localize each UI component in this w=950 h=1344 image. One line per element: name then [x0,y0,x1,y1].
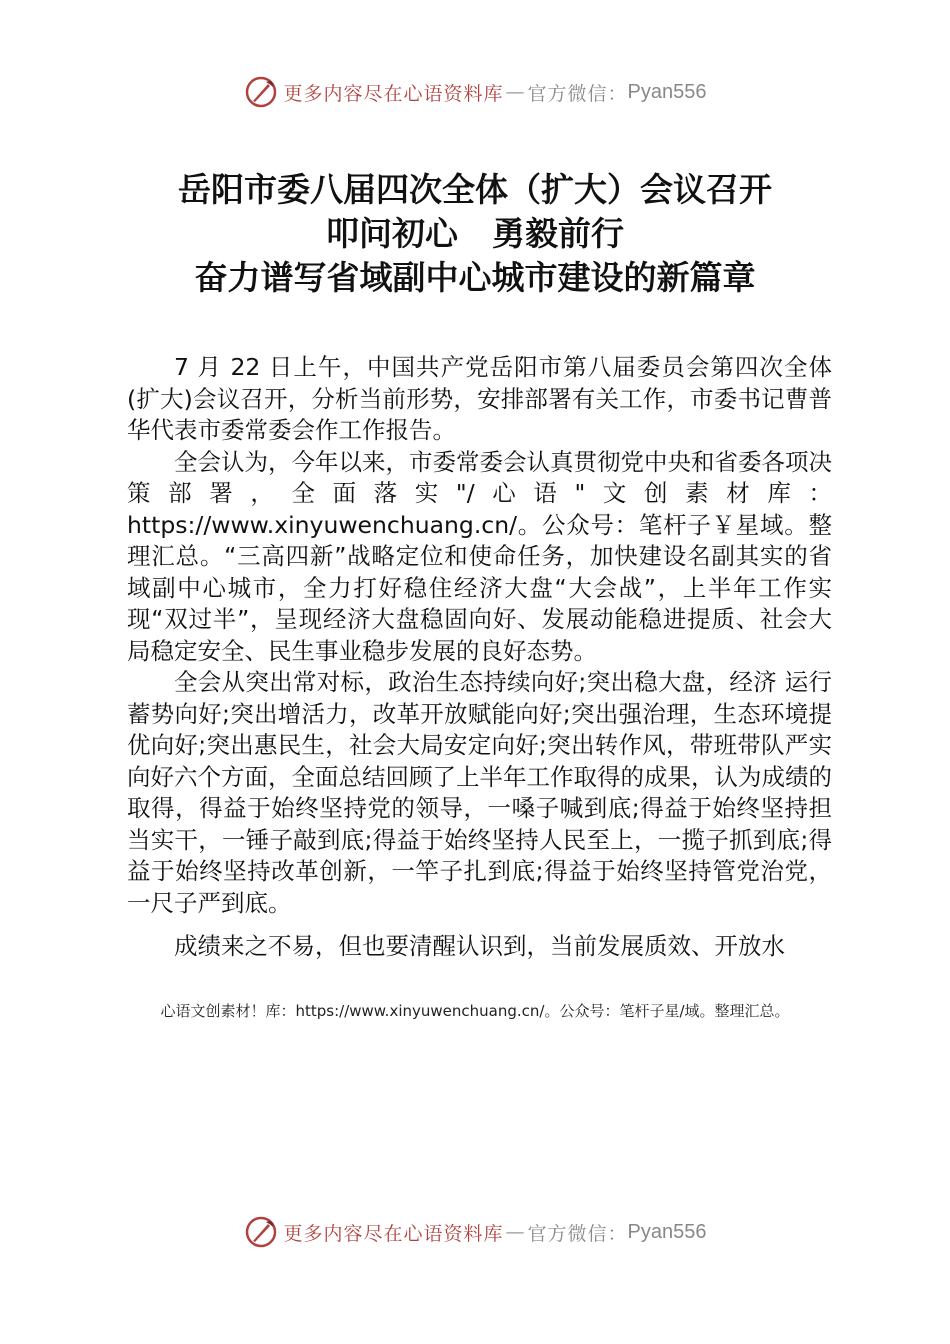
banner-separator: — [505,81,526,103]
title-line-2 [0,212,950,256]
title-line-3: 奋力谱写省域副中心城市建设的新篇章 [194,258,756,297]
footnote-watermark: 心语文创素材！库：https://www.xinyuwenchuang.cn/。公众号：笔杆子星/域。整理汇总。 [160,1002,790,1020]
quill-pen-logo-icon [244,1215,278,1249]
paragraph: 全会从突出常对标，政治生态持续向好;突出稳大盘，经济 运行蓄势向好;突出增活力，改革开放赋能向好;突出强治理，生态环境提优向好;突出惠民生，社会大局安定向好;突出转作风，带班带队严实向好六个方面，全面总结回顾了上半年工作取得的成果，认为成绩的取得，得益于始终坚持党的领导，一嗓子喊到底;得益于始终坚持担当实干，一锤子敲到底;得益于始终坚持人民至上，一揽子抓到底;得益于始终坚持改革创新，一竿子扎到底;得益于始终坚持管党治党，一尺子严到底。 [127,668,832,917]
document-title [0,168,950,300]
title-line-1: 岳阳市委八届四次全体（扩大）会议召开 [178,170,772,209]
document-body [127,352,832,963]
paragraph: 全会认为，今年以来，市委常委会认真贯彻党中央和省委各项决策部署，全面落实"/心语"文创素材库：https://www.xinyuwenchuang.cn/。公众号：笔杆子￥星域。整理汇总。“三高四新”战略定位和使命任务，加快建设名副其实的省域副中心城市，全力打好稳住经济大盘“大会战”，上半年工作实现“双过半”，呈现经济大盘稳固向好、发展动能稳进提质、社会大局稳定安全、民生事业稳步发展的良好态势。 [127,447,832,665]
banner-slogan: 更多内容尽在心语资料库 [283,82,504,105]
paragraph: 成绩来之不易，但也要清醒认识到，当前发展质效、开放水 [174,932,785,960]
wechat-id: Pyan556 [627,80,707,103]
footer-banner [0,1212,950,1252]
header-banner [0,72,950,112]
wechat-id: Pyan556 [627,1220,707,1243]
wechat-label: 官方微信： [527,1222,628,1245]
paragraph: 7 月 22 日上午，中国共产党岳阳市第八届委员会第四次全体(扩大)会议召开，分析当前形势，安排部署有关工作，市委书记曹普华代表市委常委会作工作报告。 [127,353,832,444]
title-line-2-part-2: 勇毅前行 [492,214,624,253]
wechat-label: 官方微信： [527,82,628,105]
quill-pen-logo-icon [244,75,278,109]
banner-slogan: 更多内容尽在心语资料库 [283,1222,504,1245]
title-line-2-part-1: 叩问初心 [326,214,458,253]
banner-separator: — [505,1221,526,1243]
